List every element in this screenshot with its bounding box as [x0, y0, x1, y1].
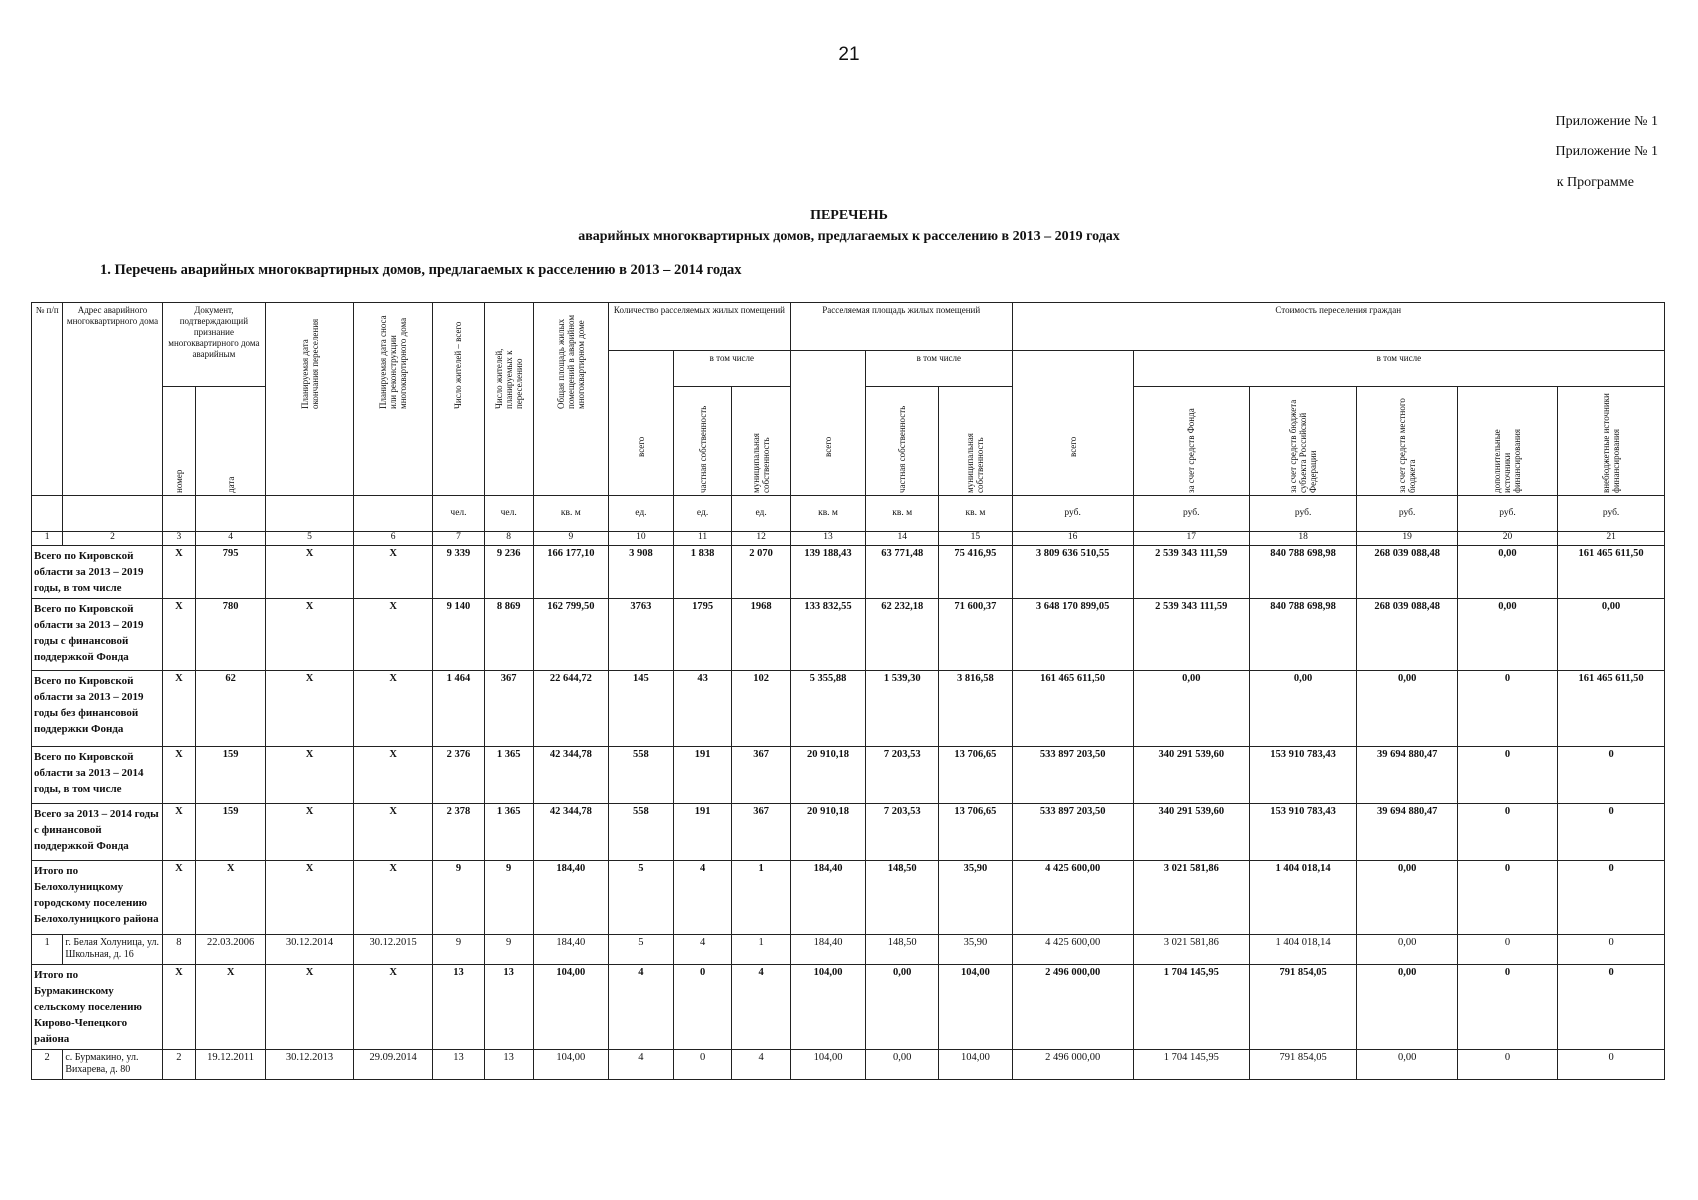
column-number-cell: 21 — [1558, 532, 1665, 546]
table-cell: 3763 — [608, 599, 673, 671]
table-cell: 1 704 145,95 — [1133, 965, 1249, 1050]
area-private-header: частная собственность — [866, 387, 939, 496]
table-cell: 0,00 — [1558, 599, 1665, 671]
table-cell: 13 — [433, 1050, 484, 1080]
count-private-header: частная собственность — [673, 387, 732, 496]
table-cell: 0,00 — [1357, 671, 1457, 747]
table-cell: 8 — [162, 935, 195, 965]
column-number-cell: 19 — [1357, 532, 1457, 546]
row-label: Всего по Кировской области за 2013 – 2019 годы с финансовой поддержкой Фонда — [32, 599, 163, 671]
count-group-header: Количество расселяемых жилых помещений — [608, 303, 790, 351]
table-cell: 184,40 — [790, 861, 865, 935]
table-cell: 29.09.2014 — [353, 1050, 432, 1080]
table-cell: 19.12.2011 — [196, 1050, 266, 1080]
column-number-cell: 8 — [484, 532, 533, 546]
table-body — [32, 546, 1665, 1080]
table-cell: X — [196, 861, 266, 935]
table-cell: 153 910 783,43 — [1249, 747, 1357, 804]
table-cell: 0,00 — [866, 1050, 939, 1080]
table-cell: 145 — [608, 671, 673, 747]
table-cell: 0,00 — [1457, 546, 1557, 599]
table-cell: 62 232,18 — [866, 599, 939, 671]
area-municipal-header: муниципальная собственность — [939, 387, 1012, 496]
column-number-cell: 3 — [162, 532, 195, 546]
table-cell: 1 464 — [433, 671, 484, 747]
column-number-cell: 13 — [790, 532, 865, 546]
table-cell: 3 908 — [608, 546, 673, 599]
table-row — [32, 747, 1665, 804]
col-relocation-header: Планируемая дата окончания переселения — [266, 303, 354, 496]
table-cell: 1 539,30 — [866, 671, 939, 747]
table-cell: 3 648 170 899,05 — [1012, 599, 1133, 671]
table-cell: 20 910,18 — [790, 804, 865, 861]
table-cell: 133 832,55 — [790, 599, 865, 671]
cost-extrabudget-header: внебюджетные источники финансирования — [1558, 387, 1665, 496]
table-cell: 2 496 000,00 — [1012, 965, 1133, 1050]
table-cell: 1 704 145,95 — [1133, 1050, 1249, 1080]
column-number-cell: 16 — [1012, 532, 1133, 546]
column-numbers-row — [32, 532, 1665, 546]
table-cell: 0 — [1457, 965, 1557, 1050]
table-cell: 30.12.2014 — [266, 935, 354, 965]
table-cell: 3 809 636 510,55 — [1012, 546, 1133, 599]
table-cell: 35,90 — [939, 935, 1012, 965]
row-label: Всего по Кировской области за 2013 – 2019 годы без финансовой поддержки Фонда — [32, 671, 163, 747]
table-cell: X — [162, 804, 195, 861]
table-cell: 2 378 — [433, 804, 484, 861]
table-cell: 4 — [608, 1050, 673, 1080]
col-demolition-header: Планируемая дата сноса или реконструкции многоквартирного дома — [353, 303, 432, 496]
table-cell: 22.03.2006 — [196, 935, 266, 965]
table-cell: 840 788 698,98 — [1249, 599, 1357, 671]
table-cell: 71 600,37 — [939, 599, 1012, 671]
table-cell: 8 869 — [484, 599, 533, 671]
table-cell: 533 897 203,50 — [1012, 804, 1133, 861]
unit-cell: руб. — [1357, 496, 1457, 532]
table-cell: 2 376 — [433, 747, 484, 804]
table-cell: 39 694 880,47 — [1357, 804, 1457, 861]
table-row — [32, 861, 1665, 935]
table-cell: 148,50 — [866, 935, 939, 965]
col-document-header: Документ, подтверждающий признание многоквартирного дома аварийным — [162, 303, 265, 387]
table-cell: 2 496 000,00 — [1012, 1050, 1133, 1080]
table-cell: 0,00 — [1249, 671, 1357, 747]
table-cell: X — [266, 599, 354, 671]
table-cell: 148,50 — [866, 861, 939, 935]
column-number-cell: 12 — [732, 532, 791, 546]
header-row-1 — [32, 303, 1665, 351]
row-label: Итого по Бурмакинскому сельскому поселению Кирово-Чепецкого района — [32, 965, 163, 1050]
table-row — [32, 671, 1665, 747]
table-cell: 367 — [484, 671, 533, 747]
row-address: г. Белая Холуница, ул. Школьная, д. 16 — [63, 935, 162, 965]
column-number-cell: 9 — [533, 532, 608, 546]
table-cell: 1 404 018,14 — [1249, 861, 1357, 935]
table-cell: X — [196, 965, 266, 1050]
title-line-2: аварийных многоквартирных домов, предлагаемых к расселению в 2013 – 2019 годах — [578, 229, 1120, 244]
table-cell: X — [266, 546, 354, 599]
table-row — [32, 804, 1665, 861]
table-cell: 4 — [608, 965, 673, 1050]
table-cell: 0 — [1457, 935, 1557, 965]
cost-fund-header: за счет средств Фонда — [1133, 387, 1249, 496]
table-cell: 13 706,65 — [939, 804, 1012, 861]
table-row — [32, 935, 1665, 965]
unit-cell: руб. — [1558, 496, 1665, 532]
table-cell: 268 039 088,48 — [1357, 546, 1457, 599]
row-label: Всего за 2013 – 2014 годы с финансовой поддержкой Фонда — [32, 804, 163, 861]
column-number-cell: 4 — [196, 532, 266, 546]
page-number: 21 — [838, 44, 860, 65]
table-cell: X — [353, 804, 432, 861]
unit-cell: кв. м — [533, 496, 608, 532]
cost-total-header: всего — [1012, 351, 1133, 496]
unit-cell: руб. — [1249, 496, 1357, 532]
table-cell: X — [162, 747, 195, 804]
table-cell: X — [353, 861, 432, 935]
column-number-cell: 5 — [266, 532, 354, 546]
table-row — [32, 965, 1665, 1050]
unit-cell: руб. — [1012, 496, 1133, 532]
appendix-line-2: Приложение № 1 — [1555, 144, 1658, 159]
unit-cell: руб. — [1457, 496, 1557, 532]
table-cell: 13 — [433, 965, 484, 1050]
row-label: Всего по Кировской области за 2013 – 2019 годы, в том числе — [32, 546, 163, 599]
unit-cell: кв. м — [939, 496, 1012, 532]
table-cell: 558 — [608, 747, 673, 804]
table-cell: 0,00 — [1133, 671, 1249, 747]
row-address: с. Бурмакино, ул. Вихарева, д. 80 — [63, 1050, 162, 1080]
doc-date-header: дата — [196, 387, 266, 496]
table-cell: 0 — [1558, 804, 1665, 861]
table-cell: 2 070 — [732, 546, 791, 599]
table-cell: 104,00 — [939, 965, 1012, 1050]
table-cell: 0 — [673, 1050, 732, 1080]
table-cell: 2 539 343 111,59 — [1133, 546, 1249, 599]
table-cell: 795 — [196, 546, 266, 599]
table-cell: 268 039 088,48 — [1357, 599, 1457, 671]
table-cell: 4 — [673, 861, 732, 935]
table-cell: X — [353, 599, 432, 671]
column-number-cell: 15 — [939, 532, 1012, 546]
unit-cell: кв. м — [866, 496, 939, 532]
column-number-cell: 17 — [1133, 532, 1249, 546]
unit-cell: кв. м — [790, 496, 865, 532]
table-cell: 4 425 600,00 — [1012, 935, 1133, 965]
section-subtitle: 1. Перечень аварийных многоквартирных домов, предлагаемых к расселению в 2013 – 2014 годах — [100, 262, 742, 278]
table-cell: 0 — [1457, 747, 1557, 804]
table-cell: 35,90 — [939, 861, 1012, 935]
table-cell: X — [353, 965, 432, 1050]
row-number: 1 — [32, 935, 63, 965]
unit-cell: ед. — [673, 496, 732, 532]
table-cell: 2 539 343 111,59 — [1133, 599, 1249, 671]
table-row — [32, 599, 1665, 671]
column-number-cell: 1 — [32, 532, 63, 546]
table-cell: 791 854,05 — [1249, 965, 1357, 1050]
table-cell: 0 — [1558, 965, 1665, 1050]
column-number-cell: 14 — [866, 532, 939, 546]
table-cell: 1 365 — [484, 804, 533, 861]
cost-subject-header: за счет средств бюджета субъекта Российской Федерации — [1249, 387, 1357, 496]
table-cell: 191 — [673, 804, 732, 861]
table-cell: X — [266, 861, 354, 935]
doc-number-header: номер — [162, 387, 195, 496]
table-cell: 104,00 — [533, 1050, 608, 1080]
table-row — [32, 546, 1665, 599]
table-cell: 30.12.2013 — [266, 1050, 354, 1080]
table-cell: 9 — [484, 935, 533, 965]
table-cell: 75 416,95 — [939, 546, 1012, 599]
table-cell: 104,00 — [790, 965, 865, 1050]
table-cell: 4 — [732, 1050, 791, 1080]
table-cell: 791 854,05 — [1249, 1050, 1357, 1080]
table-cell: 1 365 — [484, 747, 533, 804]
table-cell: 0 — [1558, 861, 1665, 935]
buildings-table — [31, 302, 1665, 1080]
cost-group-header: Стоимость переселения граждан — [1012, 303, 1665, 351]
table-cell: 13 — [484, 1050, 533, 1080]
table-cell: 0 — [1558, 747, 1665, 804]
table-cell: 0 — [673, 965, 732, 1050]
table-cell: 1 404 018,14 — [1249, 935, 1357, 965]
table-cell: 20 910,18 — [790, 747, 865, 804]
table-cell: 9 339 — [433, 546, 484, 599]
table-cell: 13 706,65 — [939, 747, 1012, 804]
table-cell: 0 — [1457, 804, 1557, 861]
table-cell: 0 — [1457, 861, 1557, 935]
table-cell: X — [266, 804, 354, 861]
column-number-cell: 6 — [353, 532, 432, 546]
column-number-cell: 18 — [1249, 532, 1357, 546]
table-cell: 153 910 783,43 — [1249, 804, 1357, 861]
table-cell: 102 — [732, 671, 791, 747]
row-number: 2 — [32, 1050, 63, 1080]
table-cell: 39 694 880,47 — [1357, 747, 1457, 804]
table-cell: 13 — [484, 965, 533, 1050]
table-cell: 0,00 — [1457, 599, 1557, 671]
unit-cell: чел. — [433, 496, 484, 532]
area-total-header: всего — [790, 351, 865, 496]
table-cell: 161 465 611,50 — [1558, 546, 1665, 599]
table-cell: 9 — [484, 861, 533, 935]
col-residents-total-header: Число жителей – всего — [433, 303, 484, 496]
table-cell: 104,00 — [790, 1050, 865, 1080]
cost-including-header: в том числе — [1133, 351, 1664, 387]
table-cell: 0,00 — [1357, 935, 1457, 965]
appendix-line-3: к Программе — [1556, 175, 1634, 190]
column-number-cell: 7 — [433, 532, 484, 546]
area-including-header: в том числе — [866, 351, 1012, 387]
table-cell: X — [266, 747, 354, 804]
count-municipal-header: муниципальная собственность — [732, 387, 791, 496]
table-cell: 139 188,43 — [790, 546, 865, 599]
table-cell: 0,00 — [1357, 1050, 1457, 1080]
table-cell: 184,40 — [533, 935, 608, 965]
table-cell: 30.12.2015 — [353, 935, 432, 965]
count-including-header: в том числе — [673, 351, 790, 387]
unit-cell: ед. — [608, 496, 673, 532]
area-group-header: Расселяемая площадь жилых помещений — [790, 303, 1012, 351]
row-label: Итого по Белохолуницкому городскому поселению Белохолуницкого района — [32, 861, 163, 935]
table-cell: X — [266, 965, 354, 1050]
table-cell: 533 897 203,50 — [1012, 747, 1133, 804]
title-line-1: ПЕРЕЧЕНЬ — [810, 208, 888, 223]
table-cell: 104,00 — [939, 1050, 1012, 1080]
column-number-cell: 11 — [673, 532, 732, 546]
table-cell: 9 — [433, 935, 484, 965]
table-cell: 340 291 539,60 — [1133, 747, 1249, 804]
unit-cell: руб. — [1133, 496, 1249, 532]
table-cell: 4 — [732, 965, 791, 1050]
table-cell: 5 — [608, 861, 673, 935]
table-cell: 340 291 539,60 — [1133, 804, 1249, 861]
table-cell: 5 355,88 — [790, 671, 865, 747]
table-cell: 1968 — [732, 599, 791, 671]
table-cell: 9 236 — [484, 546, 533, 599]
table-cell: X — [353, 671, 432, 747]
table-cell: 2 — [162, 1050, 195, 1080]
table-cell: 0 — [1558, 935, 1665, 965]
table-cell: 166 177,10 — [533, 546, 608, 599]
table-cell: 62 — [196, 671, 266, 747]
table-cell: 184,40 — [790, 935, 865, 965]
units-row — [32, 496, 1665, 532]
table-cell: 0 — [1457, 671, 1557, 747]
table-cell: 3 021 581,86 — [1133, 861, 1249, 935]
table-cell: X — [353, 546, 432, 599]
table-cell: X — [162, 861, 195, 935]
table-cell: 0,00 — [1357, 965, 1457, 1050]
table-cell: 22 644,72 — [533, 671, 608, 747]
unit-cell: ед. — [732, 496, 791, 532]
col-residents-planned-header: Число жителей, планируемых к переселению — [484, 303, 533, 496]
table-cell: X — [162, 965, 195, 1050]
table-cell: 42 344,78 — [533, 747, 608, 804]
table-cell: 3 816,58 — [939, 671, 1012, 747]
table-cell: X — [162, 599, 195, 671]
table-cell: X — [162, 671, 195, 747]
table-cell: 159 — [196, 747, 266, 804]
table-cell: 191 — [673, 747, 732, 804]
table-cell: 780 — [196, 599, 266, 671]
table-cell: 367 — [732, 804, 791, 861]
table-cell: 161 465 611,50 — [1012, 671, 1133, 747]
table-cell: X — [266, 671, 354, 747]
table-cell: 1 838 — [673, 546, 732, 599]
table-cell: 4 425 600,00 — [1012, 861, 1133, 935]
table-cell: 0 — [1558, 1050, 1665, 1080]
count-total-header: всего — [608, 351, 673, 496]
document-title — [0, 205, 1698, 247]
table-cell: 162 799,50 — [533, 599, 608, 671]
table-cell: 104,00 — [533, 965, 608, 1050]
col-address-header: Адрес аварийного многоквартирного дома — [63, 303, 162, 496]
table-cell: 9 — [433, 861, 484, 935]
row-label: Всего по Кировской области за 2013 – 2014 годы, в том числе — [32, 747, 163, 804]
appendix-line-1: Приложение № 1 — [1555, 114, 1658, 129]
table-cell: 0 — [1457, 1050, 1557, 1080]
table-cell: 3 021 581,86 — [1133, 935, 1249, 965]
table-cell: 0,00 — [1357, 861, 1457, 935]
table-cell: 840 788 698,98 — [1249, 546, 1357, 599]
col-total-area-header: Общая площадь жилых помещений в аварийном многоквартирном доме — [533, 303, 608, 496]
column-number-cell: 2 — [63, 532, 162, 546]
col-num-header: № п/п — [32, 303, 63, 496]
table-cell: X — [353, 747, 432, 804]
table-cell: 7 203,53 — [866, 804, 939, 861]
table-cell: 1 — [732, 935, 791, 965]
cost-local-header: за счет средств местного бюджета — [1357, 387, 1457, 496]
table-cell: 1 — [732, 861, 791, 935]
table-cell: 9 140 — [433, 599, 484, 671]
column-number-cell: 10 — [608, 532, 673, 546]
table-cell: 5 — [608, 935, 673, 965]
table-cell: 367 — [732, 747, 791, 804]
table-cell: 159 — [196, 804, 266, 861]
table-cell: 42 344,78 — [533, 804, 608, 861]
table-cell: 558 — [608, 804, 673, 861]
table-cell: X — [162, 546, 195, 599]
table-cell: 43 — [673, 671, 732, 747]
unit-cell: чел. — [484, 496, 533, 532]
cost-additional-header: дополнительные источники финансирования — [1457, 387, 1557, 496]
table-cell: 0,00 — [866, 965, 939, 1050]
table-cell: 161 465 611,50 — [1558, 671, 1665, 747]
table-cell: 184,40 — [533, 861, 608, 935]
column-number-cell: 20 — [1457, 532, 1557, 546]
table-row — [32, 1050, 1665, 1080]
table-cell: 1795 — [673, 599, 732, 671]
table-cell: 63 771,48 — [866, 546, 939, 599]
table-cell: 7 203,53 — [866, 747, 939, 804]
table-cell: 4 — [673, 935, 732, 965]
